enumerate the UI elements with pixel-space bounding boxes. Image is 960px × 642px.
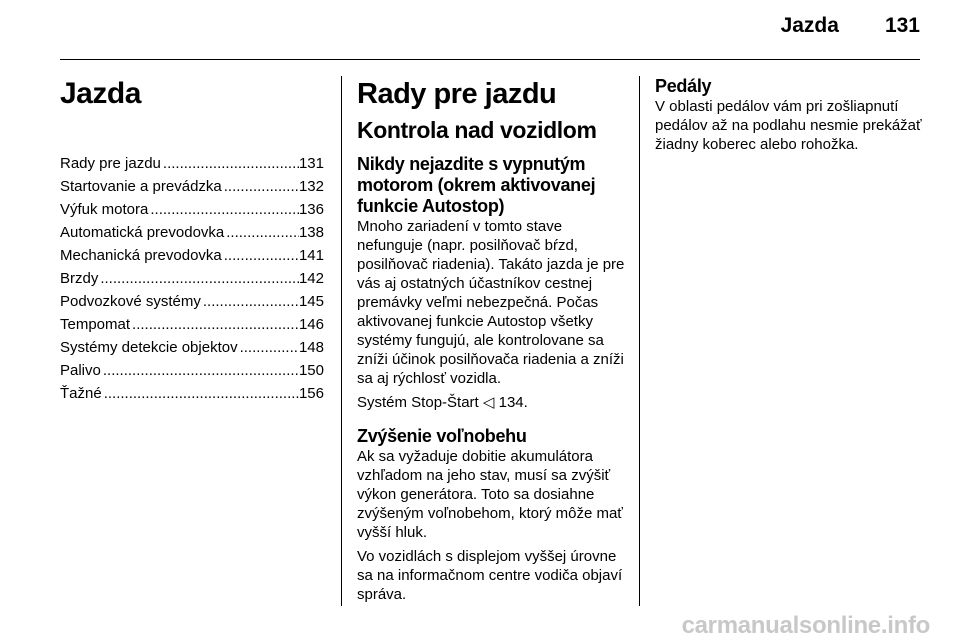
toc-leader-dots [222,175,299,198]
paragraph-idle-1: Ak sa vyžaduje dobitie akumulátora vzhľadom na jeho stav, musí sa zvýšiť výkon generátora. Toto sa dosiahne zvýšeným voľnobehom, ktorý môže mať vyšší hluk. [357,448,623,541]
toc-entry-page: 145 [298,293,324,310]
paragraph-engine-off: Mnoho zariadení v tomto stave nefunguje (napr. posilňovač bŕzd, posilňovač riadenia). Takáto jazda je pre vás aj ostatných účastníkov cestnej premávky veľmi nebezpečná. Počas aktivovanej funkcie Autostop všetky systémy fungujú, ale kontrolovane sa zníži účinok posilňovača riadenia a zníži sa aj rýchlosť vozidla. [357,218,625,387]
toc-leader-dots [161,152,299,175]
toc-entry-title: Podvozkové systémy [60,293,201,310]
page-reference[interactable]: 134. [498,394,528,411]
toc-leader-dots [130,313,299,336]
toc-entry[interactable] [60,198,324,221]
toc-entry-title: Tempomat [60,316,131,333]
toc-entry[interactable] [60,175,324,198]
toc-entry[interactable] [60,244,324,267]
content-column-2 [357,76,627,609]
header-rule [60,59,920,60]
toc-entry-page: 156 [298,385,324,402]
section-title: Rady pre jazdu [357,78,557,110]
toc-entry[interactable] [60,267,324,290]
column-divider-2 [639,76,640,606]
page-number: 131 [884,14,920,37]
toc-leader-dots [102,382,299,405]
toc-entry-page: 150 [298,362,324,379]
toc-entry-page: 146 [298,316,324,333]
heading-idle-increase: Zvýšenie voľnobehu [357,426,527,446]
toc-entry[interactable] [60,359,324,382]
toc-entry-page: 132 [298,178,324,195]
toc-entry[interactable] [60,382,324,405]
paragraph-idle-2: Vo vozidlách s displejom vyššej úrovne sa na informačnom centre vodiča objaví správa. [357,548,623,603]
toc-entry-page: 131 [298,155,324,172]
toc-entry[interactable] [60,221,324,244]
toc-entry-title: Startovanie a prevádzka [60,178,222,195]
content-column-3 [655,76,925,159]
reference-arrow-icon: ◁ [482,394,495,411]
toc-entry-page: 141 [298,247,324,264]
chapter-title: Jazda [60,77,141,110]
heading-engine-off: Nikdy nejazdite s vypnutým motorom (okrem aktivovanej funkcie Autostop) [357,154,596,216]
paragraph-pedals: V oblasti pedálov vám pri zošliapnutí pedálov až na podlahu nesmie prekážať žiadny koberec alebo rohožka. [655,98,922,153]
toc-entry-title: Brzdy [60,270,99,287]
column-divider-1 [341,76,342,606]
toc-leader-dots [222,244,299,267]
header-section: Jazda [780,14,839,37]
toc-leader-dots [224,221,299,244]
toc-leader-dots [98,267,299,290]
toc-entry[interactable] [60,290,324,313]
toc-entry-title: Systémy detekcie objektov [60,339,238,356]
toc-column [60,76,324,405]
toc-entry-title: Ťažné [60,385,102,402]
toc-entry-page: 136 [298,201,324,218]
toc-entry[interactable] [60,336,324,359]
toc-leader-dots [238,336,299,359]
paragraph-stop-start: Systém Stop-Štart ◁ 134. [357,394,528,411]
toc-leader-dots [148,198,299,221]
toc-entry-page: 148 [298,339,324,356]
heading-pedals: Pedály [655,76,712,96]
toc-entry-title: Rady pre jazdu [60,155,161,172]
toc-entry-page: 142 [298,270,324,287]
toc-entry[interactable] [60,313,324,336]
toc-leader-dots [201,290,299,313]
toc-entry-title: Mechanická prevodovka [60,247,222,264]
toc-entry[interactable] [60,152,324,175]
toc-entry-title: Výfuk motora [60,201,149,218]
watermark: carmanualsonline.info [681,612,930,639]
table-of-contents [60,152,324,405]
running-header [781,14,920,38]
subsection-title: Kontrola nad vozidlom [357,117,597,143]
toc-entry-page: 138 [298,224,324,241]
toc-entry-title: Palivo [60,362,101,379]
toc-leader-dots [101,359,299,382]
toc-entry-title: Automatická prevodovka [60,224,225,241]
